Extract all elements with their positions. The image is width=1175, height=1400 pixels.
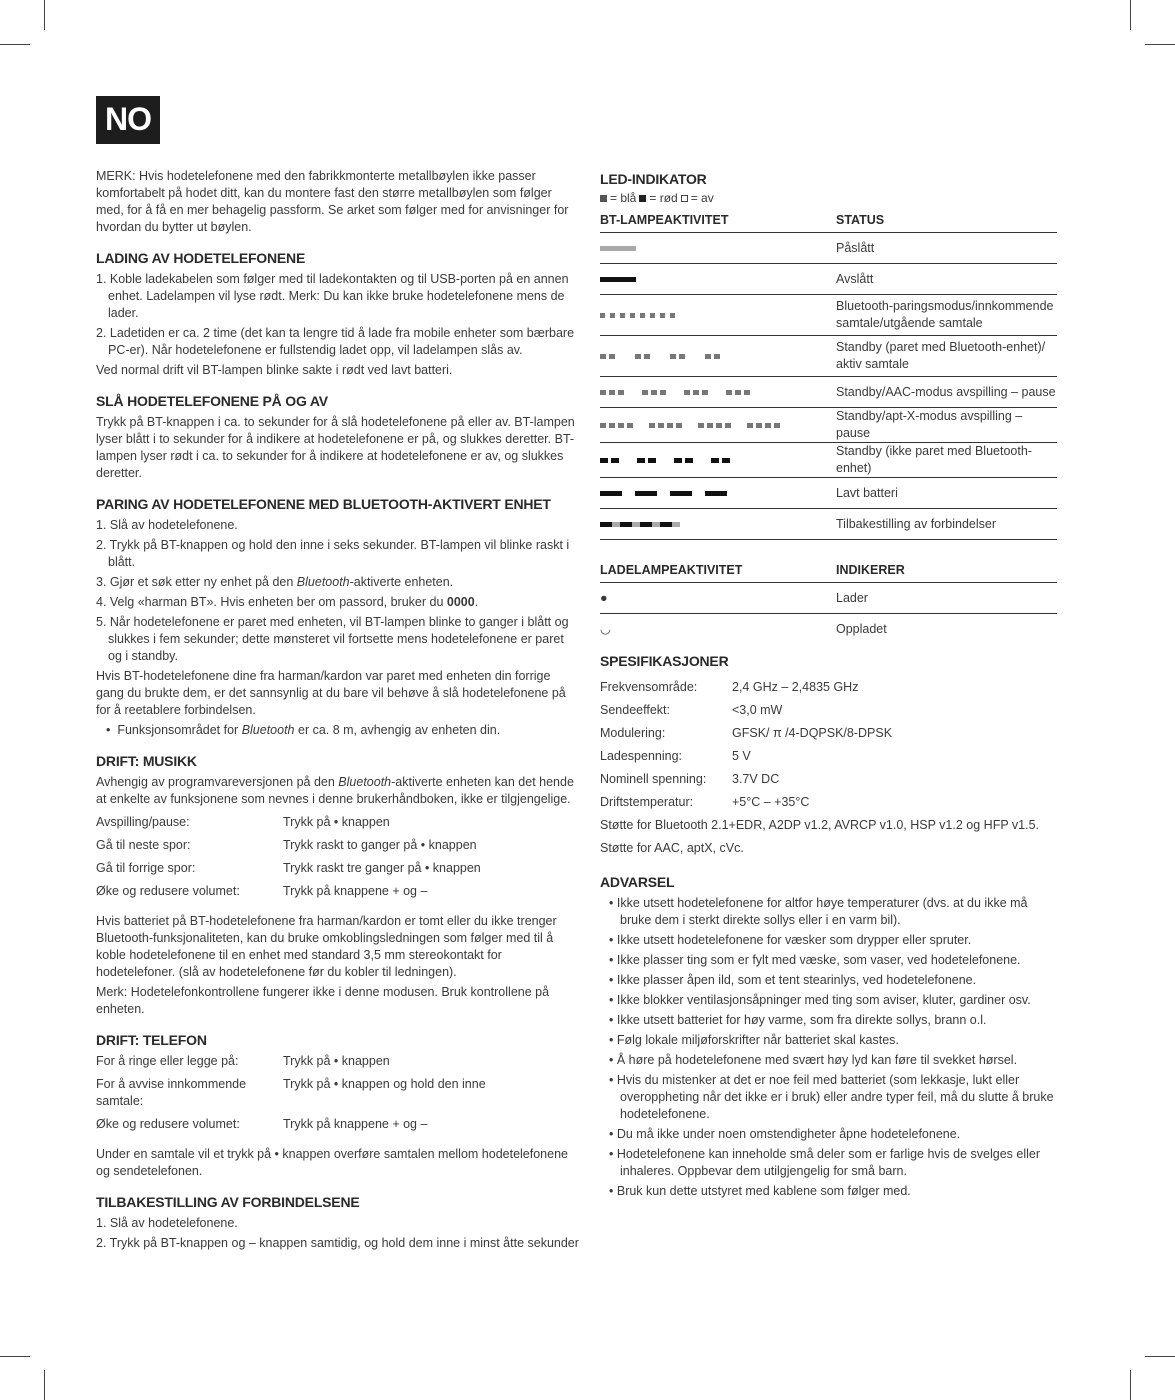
pairing-step-text: 4. Velg «harman BT». Hvis enheten ber om passord, bruker du [96,595,447,610]
spec-value: 2,4 GHz – 2,4835 GHz [732,680,859,695]
control-instruction: Trykk på knappene + og – [283,884,428,899]
spec-value: GFSK/ π /4-DQPSK/8-DPSK [732,726,893,741]
led-status: Standby/apt-X-modus avspilling – pause [836,408,1057,443]
music-control-row [96,814,581,831]
crop-mark [1130,0,1131,30]
warning-text: Ikke blokker ventilasjonsåpninger med ting som aviser, kluter, gardiner osv. [616,993,1031,1008]
warning-item [600,1052,1058,1069]
col-indicates: INDIKERER [836,560,1057,583]
led-segment [707,423,713,428]
control-action: Avspilling/pause: [96,815,190,830]
led-status: Avslått [836,264,1057,295]
pairing-step: 1. Slå av hodetelefonene. [96,518,238,533]
crop-mark [1145,1356,1175,1357]
control-instruction: Trykk på • knappen [283,815,390,830]
warning-section [600,873,1058,1200]
led-segment [674,458,682,463]
led-segment [618,423,624,428]
led-segment [627,423,633,428]
led-segment [705,354,711,359]
table-row [600,264,1057,295]
led-legend [600,190,1058,206]
reset-section [96,1193,581,1252]
spec-value: +5°C – +35°C [732,795,810,810]
warning-item [600,1072,1058,1123]
music-section [96,752,581,1018]
bluetooth-term: Bluetooth [338,775,392,790]
charging-step: 2. Ladetiden er ca. 2 time (det kan ta lengre tid å lade fra mobile enheter som bærbare PC-er). Når hodetelefonene er fullstendig ladet opp, vil ladelampen slås av. [96,326,575,358]
led-segment [600,390,606,395]
led-segment [716,423,722,428]
spec-label: Frekvensområde: [600,680,698,695]
led-segment [725,423,731,428]
led-segment [670,313,675,318]
led-segment [670,354,676,359]
red-square-icon [639,195,646,202]
warning-text: Bruk kun dette utstyret med kablene som følger med. [616,1184,911,1199]
led-segment [651,390,657,395]
led-pattern-icon [600,488,836,498]
led-segment [652,522,660,527]
pairing-step: 5. Når hodetelefonene er paret med enheten, vil BT-lampen blinke to ganger i blått og slukkes i fem sekunder; dette mønsteret vil fortsette mens hodetelefonene er paret og i standby. [96,615,569,664]
warning-text: Følg lokale miljøforskrifter når batteriet skal kastes. [616,1033,899,1048]
led-segment [698,423,704,428]
table-row [600,478,1057,509]
led-segment [632,522,640,527]
led-segment [648,458,656,463]
col-charge-activity: LADELAMPEAKTIVITET [600,560,836,583]
led-segment [620,313,625,318]
led-segment [600,277,636,282]
control-instruction: Trykk på knappene + og – [283,1117,428,1132]
led-pattern-icon [600,420,836,430]
led-status: Lavt batteri [836,478,1057,509]
intro-text: -aktiverte enheten kan det hende at enkelte av funksjonene som nevnes i denne brukerhåndboken, ikke er tilgjengelige. [96,775,574,807]
led-segment [650,313,655,318]
phone-section [96,1031,581,1180]
bullet-dot-icon: • [609,1013,617,1028]
led-segment [640,313,645,318]
power-text: Trykk på BT-knappen i ca. to sekunder for å slå hodetelefonene på eller av. BT-lampen lyser blått i to sekunder for å indikere at hodetelefonene er på, og slukkes deretter. BT-lampen lyser rødt i ca. to sekunder for å indikere at hodetelefonene er av, og slukkes deretter. [96,415,575,481]
spec-label: Driftstemperatur: [600,795,694,810]
table-row [600,295,1057,336]
bullet-dot-icon: • [609,953,617,968]
pairing-step-text: 3. Gjør et søk etter ny enhet på den [96,575,297,590]
charging-section [96,249,581,379]
led-segment [726,390,732,395]
spec-row [600,679,1058,696]
specs-section [600,652,1058,857]
led-segment [658,423,664,428]
crop-mark [0,1356,30,1357]
led-segment [609,423,615,428]
led-segment [609,354,615,359]
warning-text: Hvis du mistenker at det er noe feil med batteriet (som lekkasje, lukt eller overoppheting når det ikke er i bruk) eller andre typer feil, må du slutte å bruke hodetelefonene. [616,1073,1054,1122]
bullet-dot-icon: • [609,1033,617,1048]
led-segment [685,458,693,463]
pairing-section [96,495,581,739]
led-status: Standby (ikke paret med Bluetooth-enhet) [836,443,1057,478]
led-segment [676,423,682,428]
warning-item [600,1146,1058,1180]
note-paragraph: MERK: Hvis hodetelefonene med den fabrikkmonterte metallbøylen ikke passer komfortabelt på hodet ditt, kan du montere fast den større metallbøylen som følger med, for å få en mer behagelig passform. Se arket som følger med for anvisninger for hvordan du bytter ut bøylen. [96,169,569,234]
charging-step: 1. Koble ladekabelen som følger med til ladekontakten og til USB-porten på en annen enhet. Ladelampen vil lyse rødt. Merk: Du kan ikke bruke hodetelefonene mens de lader. [96,272,569,321]
spec-value: 5 V [732,749,751,764]
led-segment [711,458,719,463]
phone-control-row [96,1116,581,1133]
led-segment [747,423,753,428]
led-segment [600,522,612,527]
bullet-dot-icon: • [609,1053,617,1068]
phone-control-row [96,1076,581,1110]
led-status: Bluetooth-paringsmodus/innkommende samtale/utgående samtale [836,295,1057,336]
led-segment [609,390,615,395]
table-row [600,509,1057,540]
led-segment [600,313,605,318]
led-pattern-icon [600,455,836,465]
col-bt-activity: BT-LAMPEAKTIVITET [600,210,836,233]
specs-title: SPESIFIKASJONER [600,653,729,670]
table-row [600,336,1057,377]
bluetooth-term: Bluetooth [241,723,295,738]
spec-value: <3,0 mW [732,703,783,718]
spec-row [600,794,1058,811]
warning-item [600,1032,1058,1049]
led-segment [735,390,741,395]
music-note: Merk: Hodetelefonkontrollene fungerer ikke i denne modusen. Bruk kontrollene på enheten. [96,985,550,1017]
control-action: Øke og redusere volumet: [96,1117,240,1132]
table-row [600,408,1057,443]
legend-blue: = blå [610,191,637,206]
warning-item [600,895,1058,929]
control-instruction: Trykk raskt to ganger på • knappen [283,838,477,853]
control-action: Gå til forrige spor: [96,861,196,876]
led-pattern-icon [600,351,836,361]
led-segment [600,246,636,251]
led-segment [618,390,624,395]
led-pattern-icon [600,519,836,529]
music-control-row [96,883,581,900]
phone-title: DRIFT: TELEFON [96,1032,207,1049]
charging-dot-icon: ● [600,583,836,614]
spec-value: 3.7V DC [732,772,780,787]
warning-text: Ikke utsett batteriet for høy varme, som fra direkte sollys, brann o.l. [616,1013,987,1028]
pairing-step-text: -aktiverte enheten. [349,575,454,590]
led-segment [635,491,657,496]
pairing-title: PARING AV HODETELEFONENE MED BLUETOOTH-AKTIVERT ENHET [96,496,551,513]
spec-row [600,725,1058,742]
right-column [600,170,1058,1200]
led-segment [670,491,692,496]
intro-text: Avhengig av programvareversjonen på den [96,775,339,790]
charge-status: Oppladet [836,621,887,636]
control-instruction: Trykk raskt tre ganger på • knappen [283,861,481,876]
pairing-step-text: . [474,595,479,610]
led-segment [660,313,665,318]
led-segment [637,458,645,463]
crop-mark [44,0,45,30]
reset-step: 2. Trykk på BT-knappen og – knappen samtidig, og hold dem inne i minst åtte sekunder [96,1236,579,1251]
led-segment [640,522,652,527]
led-segment [600,458,608,463]
table-row [600,443,1057,478]
blue-square-icon [600,195,607,202]
led-segment [774,423,780,428]
led-segment [611,458,619,463]
table-row [600,377,1057,408]
charged-icon: ◡ [600,621,611,636]
crop-mark [44,1370,45,1400]
warning-text: Ikke plasser ting som er fylt med væske, som vaser, ved hodetelefonene. [616,953,1021,968]
led-segment [600,354,606,359]
control-action: Gå til neste spor: [96,838,191,853]
music-intro [96,774,581,808]
phone-text: Under en samtale vil et trykk på • knappen overføre samtalen mellom hodetelefonene og sendetelefonen. [96,1147,568,1179]
spec-row [600,771,1058,788]
spec-label: Modulering: [600,726,666,741]
led-segment [756,423,762,428]
language-badge: NO [96,96,160,144]
off-square-icon [681,195,688,202]
pairing-text: Hvis BT-hodetelefonene dine fra harman/kardon var paret med enheten din forrige gang du brukte dem, er det sannsynlig at du bare vil behøve å slå hodetelefonene på for å reetablere forbindelsen. [96,669,566,718]
led-segment [693,390,699,395]
control-instruction: Trykk på • knappen [283,1054,390,1069]
led-segment [620,522,632,527]
bullet-dot-icon: • [609,896,617,911]
power-title: SLÅ HODETELEFONENE PÅ OG AV [96,393,328,410]
charge-led-table [600,560,1057,644]
music-title: DRIFT: MUSIKK [96,753,197,770]
crop-mark [0,44,30,45]
led-segment [644,354,650,359]
pairing-bullet: • Funksjonsområdet for Bluetooth er ca. 8 m, avhengig av enheten din. [106,723,501,738]
warning-text: Ikke utsett hodetelefonene for altfor høye temperaturer (dvs. at du ikke må bruke dem i sterkt direkte sollys eller i en varm bil). [616,896,1028,928]
spec-row [600,702,1058,719]
warning-item [600,992,1058,1009]
warning-item [600,952,1058,969]
led-segment [660,522,672,527]
led-segment [642,390,648,395]
led-segment [744,390,750,395]
bullet-dot-icon: • [609,1147,617,1162]
spec-support-bt: Støtte for Bluetooth 2.1+EDR, A2DP v1.2, AVRCP v1.0, HSP v1.2 og HFP v1.5. [600,818,1040,833]
table-row [600,614,1057,645]
led-segment [600,423,606,428]
bullet-dot-icon: • [609,993,617,1008]
warning-item [600,1183,1058,1200]
spec-label: Nominell spenning: [600,772,707,787]
music-text: Hvis batteriet på BT-hodetelefonene fra harman/kardon er tomt eller du ikke trenger Bluetooth-funksjonaliteten, kan du bruke omkoblingsledningen som følger med til å koble hodetelefonene til en enhet med standard 3,5 mm stereokontakt for hodetelefoner. (slå av hodetelefonene før du kobler til ledningen). [96,914,557,980]
warning-item [600,1126,1058,1143]
led-pattern-icon [600,243,836,253]
bt-led-table [600,210,1057,540]
led-segment [635,354,641,359]
crop-mark [1145,44,1175,45]
legend-red: = rød [649,191,678,206]
control-action: Øke og redusere volumet: [96,884,240,899]
warning-text: Ikke plasser åpen ild, som et tent stearinlys, ved hodetelefonene. [616,973,977,988]
col-status: STATUS [836,210,1057,233]
led-segment [765,423,771,428]
warning-text: Å høre på hodetelefonene med svært høy lyd kan føre til svekket hørsel. [616,1053,1018,1068]
led-status: Påslått [836,233,1057,264]
led-segment [702,390,708,395]
phone-control-row [96,1053,581,1070]
table-row [600,233,1057,264]
led-segment [672,522,680,527]
led-segment [679,354,685,359]
led-segment [649,423,655,428]
led-title: LED-INDIKATOR [600,171,707,187]
table-row [600,583,1057,614]
charging-footer: Ved normal drift vil BT-lampen blinke sakte i rødt ved lavt batteri. [96,363,453,378]
led-status: Tilbakestilling av forbindelser [836,509,1057,540]
bullet-dot-icon: • [609,973,617,988]
warning-text: Hodetelefonene kan inneholde små deler som er farlige hvis de svelges eller inhaleres. Oppbevar dem utilgjengelig for små barn. [616,1147,1041,1179]
warning-text: Du må ikke under noen omstendigheter åpne hodetelefonene. [616,1127,961,1142]
spec-label: Ladespenning: [600,749,683,764]
led-segment [684,390,690,395]
led-segment [612,522,620,527]
pairing-step [96,574,581,591]
led-status: Standby (paret med Bluetooth-enhet)/ aktiv samtale [836,336,1057,377]
led-segment [714,354,720,359]
led-segment [660,390,666,395]
legend-off: = av [690,191,714,206]
led-segment [630,313,635,318]
bullet-dot-icon: • [609,933,617,948]
power-section [96,392,581,482]
led-segment [600,491,622,496]
led-segment [667,423,673,428]
led-status: Standby/AAC-modus avspilling – pause [836,377,1057,408]
bullet-dot-icon: • [609,1184,617,1199]
led-pattern-icon [600,310,836,320]
warning-title: ADVARSEL [600,874,675,891]
spec-row [600,748,1058,765]
charge-status: Lader [836,583,1057,614]
bullet-dot-icon: • [609,1073,617,1088]
pairing-step: 2. Trykk på BT-knappen og hold den inne i seks sekunder. BT-lampen vil blinke raskt i blått. [96,538,570,570]
warning-item [600,1012,1058,1029]
pairing-step [96,594,581,611]
passcode: 0000 [446,595,475,610]
control-action: For å ringe eller legge på: [96,1054,239,1069]
music-control-row [96,837,581,854]
music-control-row [96,860,581,877]
warning-text: Ikke utsett hodetelefonene for væsker som drypper eller spruter. [616,933,972,948]
led-pattern-icon [600,387,836,397]
spec-label: Sendeeffekt: [600,703,670,718]
led-pattern-icon [600,274,836,284]
warning-item [600,972,1058,989]
control-action: For å avvise innkommende samtale: [96,1077,247,1109]
bluetooth-term: Bluetooth [296,575,350,590]
crop-mark [1130,1370,1131,1400]
reset-step: 1. Slå av hodetelefonene. [96,1216,238,1231]
warning-item [600,932,1058,949]
bullet-text: Funksjonsområdet for [117,723,242,738]
left-column [96,168,581,1252]
charging-title: LADING AV HODETELEFONENE [96,250,306,266]
reset-title: TILBAKESTILLING AV FORBINDELSENE [96,1194,360,1211]
control-instruction: Trykk på • knappen og hold den inne [283,1077,486,1092]
led-segment [610,313,615,318]
bullet-text: er ca. 8 m, avhengig av enheten din. [294,723,501,738]
led-segment [722,458,730,463]
led-segment [705,491,727,496]
bullet-dot-icon: • [609,1127,617,1142]
spec-support-codecs: Støtte for AAC, aptX, cVc. [600,841,744,856]
